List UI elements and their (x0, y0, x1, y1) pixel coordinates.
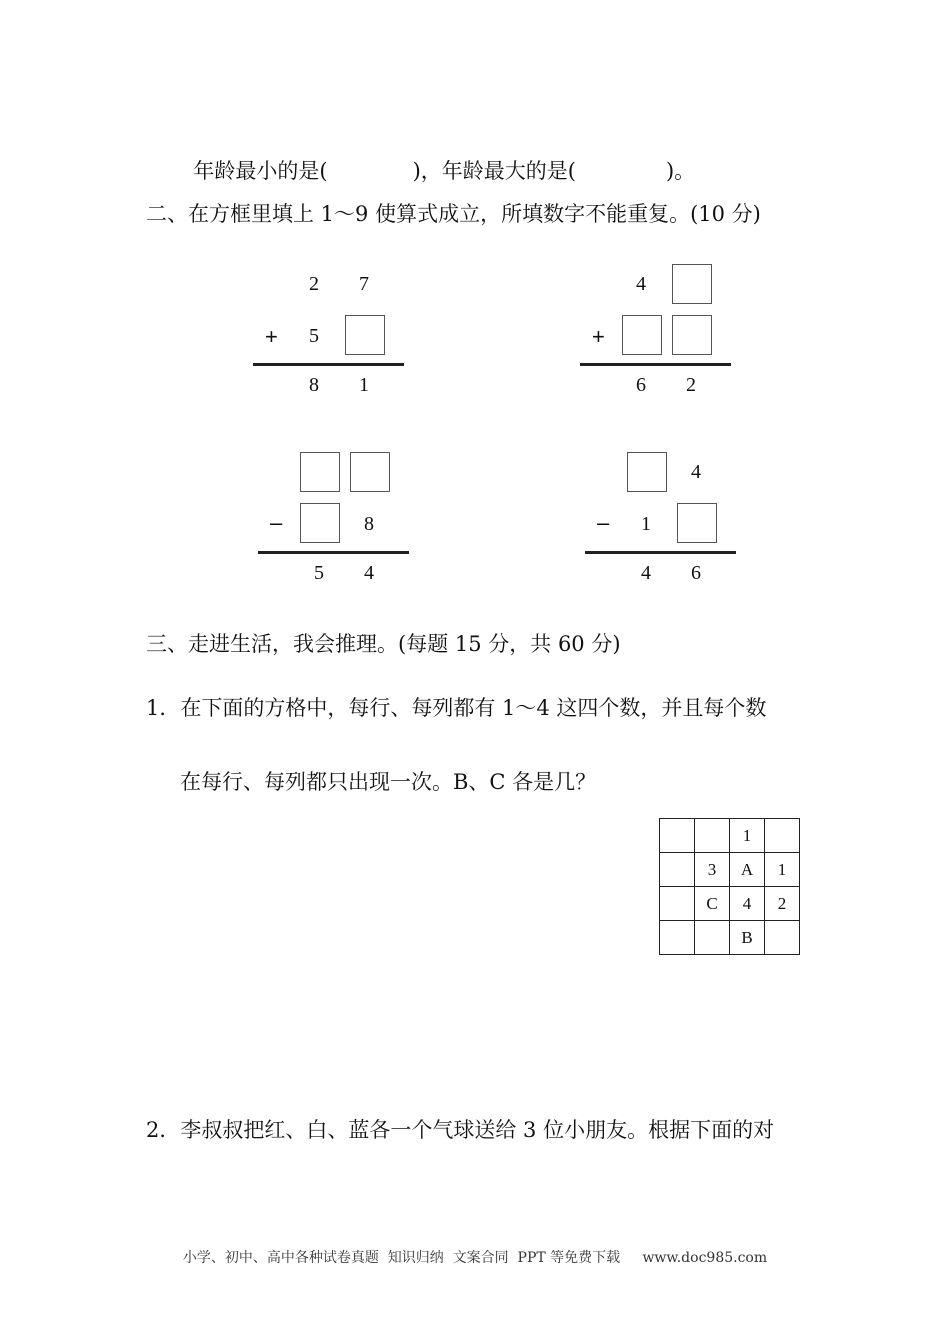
equation-3 (258, 450, 428, 590)
grid-cell (765, 819, 800, 853)
eq4-operator: – (597, 510, 610, 535)
grid-cell: 1 (765, 853, 800, 887)
grid-row (660, 921, 800, 955)
eq2-sum-line (580, 363, 731, 366)
grid-cell (660, 819, 695, 853)
age-oldest-label: )，年龄最大的是( (412, 159, 576, 183)
equation-2 (580, 262, 750, 402)
grid-cell (695, 921, 730, 955)
eq1-operator: + (265, 324, 278, 349)
grid-cell: C (695, 887, 730, 921)
grid-cell (660, 921, 695, 955)
eq1-mid-digit-1: 5 (309, 325, 319, 347)
grid-cell: B (730, 921, 765, 955)
age-youngest-label: 年龄最小的是( (193, 159, 328, 183)
section2-heading: 二、在方框里填上 1～9 使算式成立，所填数字不能重复。(10 分) (146, 202, 761, 226)
eq2-result-digit-1: 6 (636, 374, 646, 396)
grid-cell: 2 (765, 887, 800, 921)
eq1-result-digit-2: 1 (359, 374, 369, 396)
eq1-sum-line (253, 363, 404, 366)
grid-row (660, 887, 800, 921)
q2-text-line-1: 2．李叔叔把红、白、蓝各一个气球送给 3 位小朋友。根据下面的对 (146, 1118, 775, 1142)
grid-cell: 3 (695, 853, 730, 887)
eq4-result-digit-2: 6 (691, 562, 701, 584)
equation-1 (253, 262, 423, 402)
eq4-mid-box[interactable] (677, 503, 717, 543)
eq3-mid-digit-2: 8 (364, 513, 374, 535)
eq1-result-digit-1: 8 (309, 374, 319, 396)
grid-cell (695, 819, 730, 853)
eq3-result-digit-2: 4 (364, 562, 374, 584)
eq2-mid-box-2[interactable] (672, 315, 712, 355)
latin-square-grid (659, 818, 800, 955)
grid-row (660, 853, 800, 887)
eq2-operator: + (592, 324, 605, 349)
eq2-result-digit-2: 2 (686, 374, 696, 396)
eq2-mid-box-1[interactable] (622, 315, 662, 355)
eq1-top-digit-2: 7 (359, 273, 369, 295)
eq4-result-digit-1: 4 (641, 562, 651, 584)
grid-cell (660, 887, 695, 921)
eq1-top-digit-1: 2 (309, 273, 319, 295)
section3-heading: 三、走进生活，我会推理。(每题 15 分，共 60 分) (146, 632, 621, 656)
grid-cell (660, 853, 695, 887)
eq4-top-digit-2: 4 (691, 461, 701, 483)
q1-text-line-1: 1．在下面的方格中，每行、每列都有 1～4 这四个数，并且每个数 (146, 696, 767, 720)
eq1-answer-box[interactable] (345, 315, 385, 355)
age-line-end: )。 (665, 159, 696, 183)
eq3-mid-box[interactable] (300, 503, 340, 543)
eq3-result-digit-1: 5 (314, 562, 324, 584)
q1-text-line-2: 在每行、每列都只出现一次。B、C 各是几？ (180, 770, 597, 794)
grid-cell: 4 (730, 887, 765, 921)
grid-row (660, 819, 800, 853)
eq4-mid-digit-1: 1 (641, 513, 651, 535)
eq3-difference-line (258, 551, 409, 554)
grid-cell (765, 921, 800, 955)
eq3-top-box-2[interactable] (350, 452, 390, 492)
equation-4 (585, 450, 755, 590)
age-answer-line (180, 140, 695, 182)
eq2-top-box[interactable] (672, 264, 712, 304)
eq2-top-digit-1: 4 (636, 273, 646, 295)
page-footer: 小学、初中、高中各种试卷真题 知识归纳 文案合同 PPT 等免费下载 www.doc985.com (182, 1250, 768, 1266)
grid-cell: A (730, 853, 765, 887)
grid-cell: 1 (730, 819, 765, 853)
eq3-operator: – (270, 510, 283, 535)
eq3-top-box-1[interactable] (300, 452, 340, 492)
eq4-top-box[interactable] (627, 452, 667, 492)
eq4-difference-line (585, 551, 736, 554)
